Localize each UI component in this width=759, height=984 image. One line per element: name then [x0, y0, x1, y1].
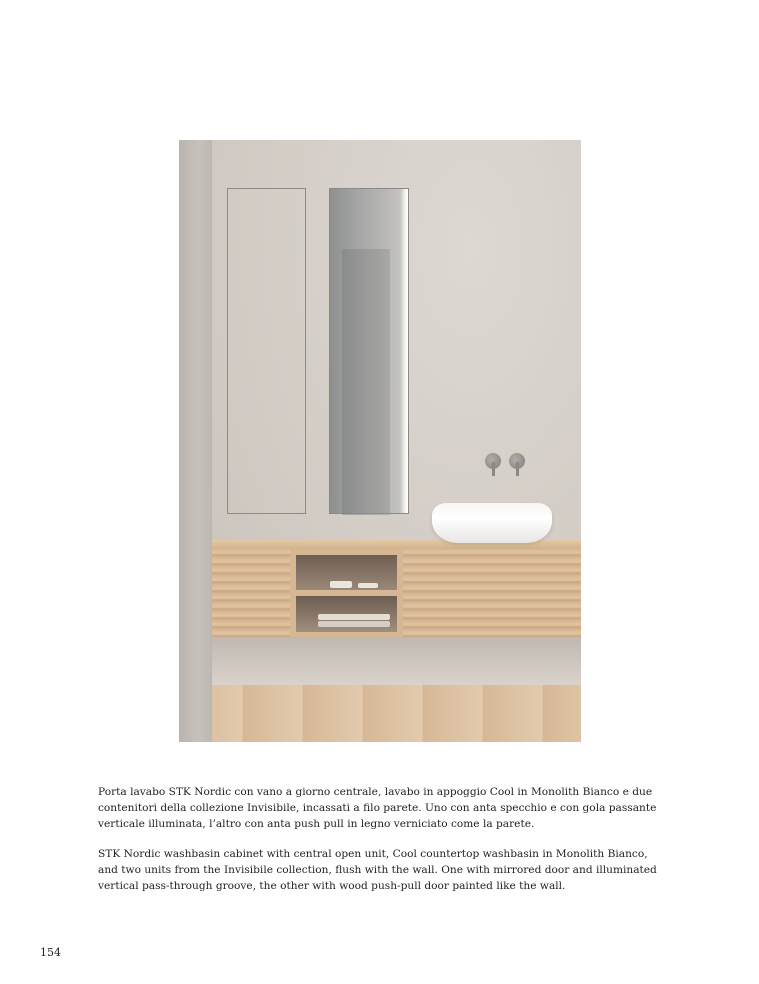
tap-spout-right: [516, 462, 519, 476]
bathroom-photo: [179, 140, 581, 742]
shelf-tray: [358, 583, 378, 588]
invisibile-push-pull-door: [227, 188, 306, 514]
side-wall: [179, 140, 212, 742]
tap-spout-left: [492, 462, 495, 476]
shelf-bowl: [330, 581, 352, 588]
cabinet-open-unit: [290, 549, 403, 637]
open-shelf-upper: [296, 555, 397, 590]
wood-floor: [212, 685, 581, 742]
cabinet-right-slatted: [403, 549, 581, 637]
towel-stack: [318, 614, 390, 620]
caption-english: STK Nordic washbasin cabinet with central open unit, Cool countertop washbasin in Monolith Bianco, and two units from the Invisibile collection, flush with the wall. One with mirrored door and illuminated vertical pass-through groove, the other with wood push-pull door painted like the wall.: [98, 848, 657, 892]
open-shelf-lower: [296, 596, 397, 632]
mirror-reflection: [342, 249, 390, 515]
cabinet-left-slatted: [212, 549, 290, 637]
page-number: 154: [40, 946, 61, 959]
mirrored-door: [329, 188, 409, 514]
washbasin: [432, 503, 552, 543]
towel-stack: [318, 621, 390, 627]
caption-italian: Porta lavabo STK Nordic con vano a giorno centrale, lavabo in appoggio Cool in Monolith Bianco e due contenitori della collezione Invisibile, incassati a filo parete. Uno con anta specchio e con gola passante verticale illuminata, l’altro con anta push pull in legno verniciato come la parete.: [98, 786, 657, 830]
wall-shadow: [212, 637, 581, 685]
